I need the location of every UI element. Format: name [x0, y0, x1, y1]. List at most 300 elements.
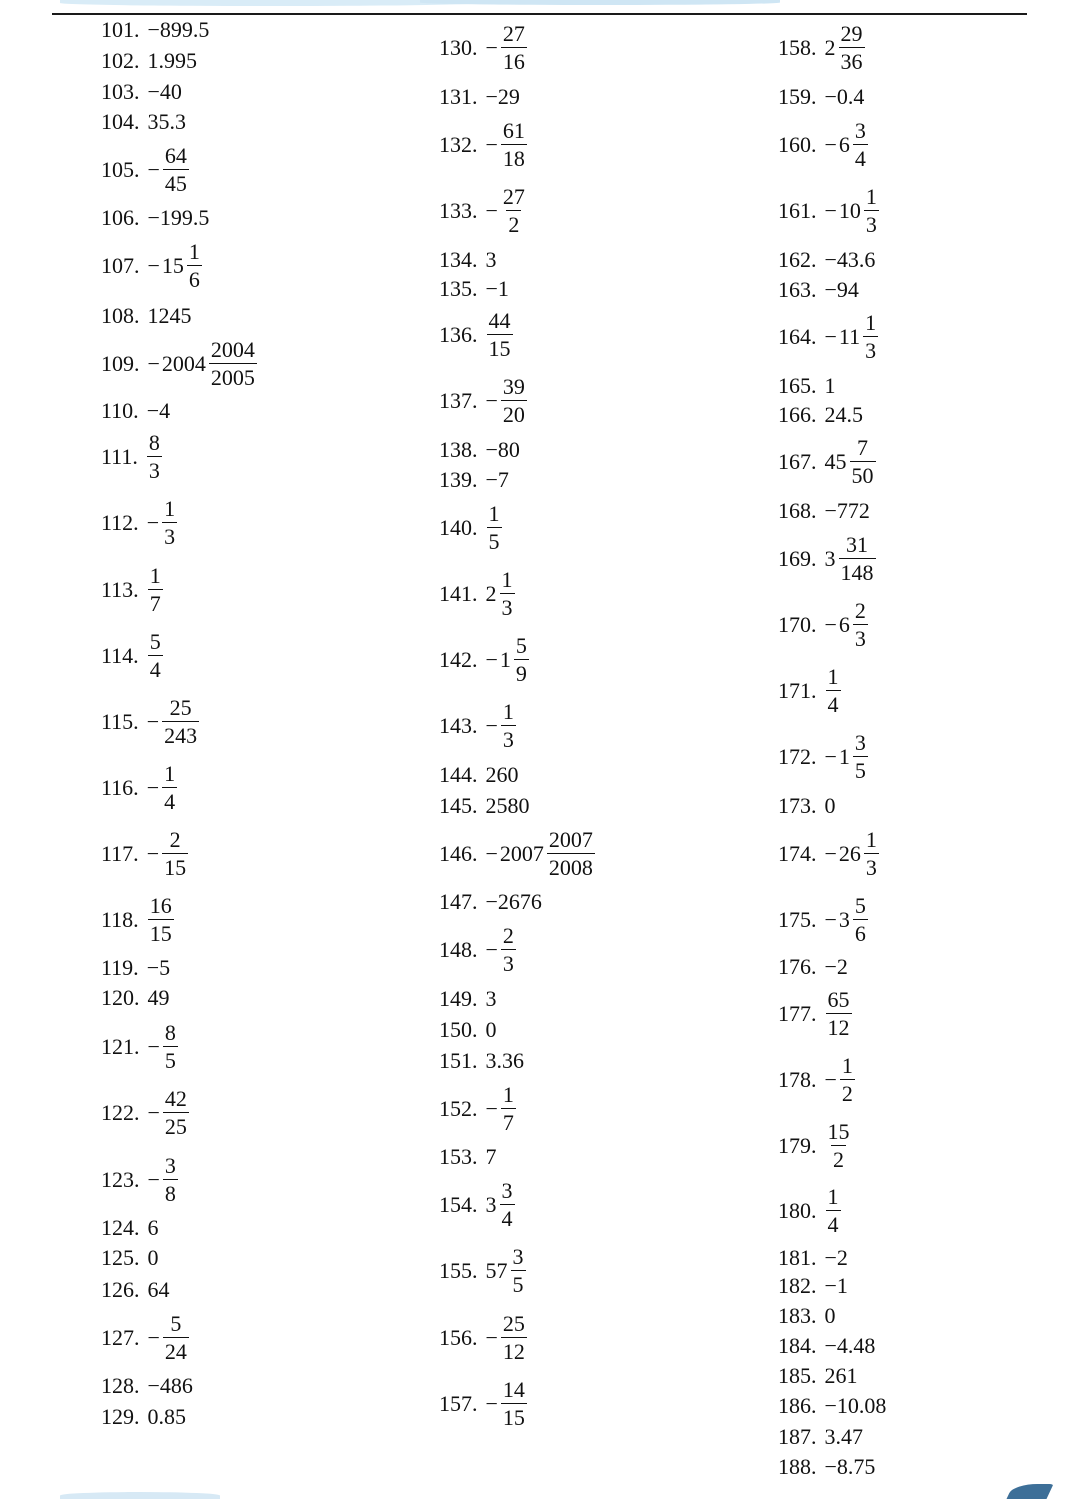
fraction	[209, 339, 257, 389]
answer-number: 166.	[778, 402, 817, 427]
answer-number: 161.	[778, 198, 817, 223]
denominator: 3	[502, 727, 514, 752]
answer-number: 117.	[101, 841, 139, 866]
answer-value: 64	[147, 1277, 170, 1302]
minus-sign: −	[824, 132, 837, 157]
denominator: 243	[164, 723, 198, 748]
answer-value: 261	[824, 1363, 858, 1388]
fraction	[863, 312, 878, 362]
answer-value: 0	[147, 1245, 159, 1270]
numerator: 64	[164, 143, 187, 168]
fraction	[500, 569, 515, 619]
answer-value: 260	[485, 762, 519, 787]
numerator: 1	[164, 761, 176, 786]
answer-value: 0	[824, 1303, 836, 1328]
numerator: 3	[854, 118, 866, 143]
answer-number: 152.	[439, 1096, 478, 1121]
minus-sign: −	[147, 1167, 160, 1192]
denominator: 3	[854, 626, 866, 651]
answer-value: 3	[485, 247, 497, 272]
denominator: 18	[502, 146, 525, 171]
fraction	[511, 1246, 526, 1296]
denominator: 4	[827, 692, 839, 717]
minus-sign: −	[147, 1325, 160, 1350]
bottom-decoration	[60, 1492, 220, 1499]
minus-sign: −	[147, 1034, 160, 1059]
fraction	[839, 23, 865, 73]
minus-sign: −	[147, 253, 160, 278]
numerator: 2	[854, 598, 866, 623]
answer-number: 108.	[101, 303, 140, 328]
answer-value: −7	[485, 467, 509, 492]
answer-value: 0	[485, 1017, 497, 1042]
denominator: 12	[827, 1015, 850, 1040]
numerator: 2	[502, 923, 514, 948]
fraction	[501, 376, 527, 426]
answer-value: −5	[146, 955, 171, 980]
numerator: 1	[827, 1184, 839, 1209]
fraction	[826, 666, 841, 716]
denominator: 4	[164, 789, 176, 814]
numerator: 1	[865, 184, 877, 209]
whole-part: 2	[485, 581, 497, 606]
answer-number: 178.	[778, 1067, 817, 1092]
numerator: 5	[170, 1311, 182, 1336]
numerator: 16	[149, 893, 172, 918]
answer-number: 184.	[778, 1333, 817, 1358]
answer-number: 167.	[778, 449, 817, 474]
numerator: 8	[164, 1020, 176, 1045]
fraction	[163, 1313, 189, 1363]
minus-sign: −	[485, 841, 498, 866]
answer-number: 137.	[439, 388, 478, 413]
answer-number: 105.	[101, 157, 140, 182]
answer-number: 146.	[439, 841, 478, 866]
denominator: 15	[149, 921, 172, 946]
denominator: 15	[164, 855, 187, 880]
minus-sign: −	[485, 1325, 498, 1350]
numerator: 14	[502, 1377, 525, 1402]
answer-value: 7	[485, 1144, 497, 1169]
answer-number: 119.	[101, 955, 139, 980]
answer-number: 144.	[439, 762, 478, 787]
answer-value: −94	[824, 277, 859, 302]
fraction	[501, 1084, 516, 1134]
answer-value: 1245	[147, 303, 192, 328]
whole-part: 3	[838, 907, 850, 932]
denominator: 4	[149, 657, 161, 682]
answer-number: 111.	[101, 444, 138, 469]
fraction	[501, 23, 527, 73]
minus-sign: −	[485, 35, 498, 60]
numerator: 3	[512, 1244, 524, 1269]
answer-number: 154.	[439, 1192, 478, 1217]
answer-number: 101.	[101, 17, 140, 42]
answer-number: 107.	[101, 253, 140, 278]
answer-number: 141.	[439, 581, 478, 606]
answer-value: 0	[824, 793, 836, 818]
top-decoration	[60, 0, 480, 6]
numerator: 65	[827, 987, 850, 1012]
fraction	[501, 186, 527, 236]
numerator: 39	[502, 374, 525, 399]
answer-number: 187.	[778, 1424, 817, 1449]
whole-part: 2007	[499, 841, 544, 866]
numerator: 15	[827, 1119, 850, 1144]
answer-value: −10.08	[824, 1393, 887, 1418]
minus-sign: −	[146, 775, 160, 800]
denominator: 6	[854, 921, 866, 946]
fraction	[501, 701, 516, 751]
fraction	[826, 989, 852, 1039]
fraction	[487, 310, 513, 360]
numerator: 1	[501, 567, 513, 592]
answer-number: 102.	[101, 48, 140, 73]
answer-number: 156.	[439, 1325, 478, 1350]
fraction	[163, 145, 189, 195]
answer-number: 155.	[439, 1258, 478, 1283]
answer-value: −0.4	[824, 84, 865, 109]
answer-number: 175.	[778, 907, 817, 932]
whole-part: 1	[499, 647, 511, 672]
fraction	[500, 1180, 515, 1230]
answer-value: 24.5	[824, 402, 863, 427]
answer-number: 134.	[439, 247, 478, 272]
denominator: 3	[148, 458, 160, 483]
denominator: 2005	[210, 365, 255, 390]
fraction	[839, 534, 876, 584]
answer-value: 3.47	[824, 1424, 863, 1449]
fraction	[514, 635, 529, 685]
fraction	[840, 1055, 855, 1105]
fraction	[163, 1022, 178, 1072]
denominator: 50	[851, 463, 874, 488]
minus-sign: −	[485, 132, 498, 157]
header-rule	[52, 13, 1027, 15]
denominator: 3	[164, 524, 176, 549]
numerator: 25	[502, 1311, 525, 1336]
fraction	[501, 1313, 527, 1363]
answer-number: 131.	[439, 84, 478, 109]
answer-number: 173.	[778, 793, 817, 818]
answer-number: 150.	[439, 1017, 478, 1042]
answer-number: 110.	[101, 398, 139, 423]
answer-number: 126.	[101, 1277, 140, 1302]
answer-value: 3	[485, 986, 497, 1011]
numerator: 5	[515, 633, 527, 658]
whole-part: 15	[161, 253, 184, 278]
numerator: 3	[501, 1178, 513, 1203]
minus-sign: −	[485, 937, 498, 962]
answer-number: 130.	[439, 35, 478, 60]
answer-value: −1	[485, 276, 509, 301]
answer-number: 122.	[101, 1100, 140, 1125]
answer-value: −899.5	[147, 17, 210, 42]
answer-number: 116.	[101, 775, 139, 800]
minus-sign: −	[824, 198, 837, 223]
denominator: 5	[488, 529, 500, 554]
minus-sign: −	[147, 351, 160, 376]
minus-sign: −	[147, 157, 160, 182]
minus-sign: −	[824, 612, 837, 637]
answer-value: −29	[485, 84, 520, 109]
numerator: 7	[857, 435, 868, 460]
numerator: 1	[164, 496, 176, 521]
fraction	[148, 631, 163, 681]
minus-sign: −	[485, 388, 498, 413]
whole-part: 45	[824, 449, 847, 474]
denominator: 12	[502, 1339, 525, 1364]
answer-value: −2	[824, 954, 848, 979]
fraction	[826, 1121, 852, 1171]
minus-sign: −	[147, 1100, 160, 1125]
answer-value: −43.6	[824, 247, 876, 272]
answer-number: 159.	[778, 84, 817, 109]
answer-number: 188.	[778, 1454, 817, 1479]
answer-number: 124.	[101, 1215, 140, 1240]
fraction	[162, 697, 199, 747]
denominator: 25	[164, 1114, 187, 1139]
answer-number: 106.	[101, 205, 140, 230]
minus-sign: −	[146, 841, 160, 866]
numerator: 1	[841, 1053, 853, 1078]
answer-number: 172.	[778, 744, 817, 769]
answer-number: 135.	[439, 276, 478, 301]
minus-sign: −	[824, 841, 837, 866]
answer-number: 132.	[439, 132, 478, 157]
fraction	[853, 600, 868, 650]
numerator: 1	[865, 310, 877, 335]
fraction	[547, 829, 595, 879]
answer-number: 103.	[101, 79, 140, 104]
minus-sign: −	[824, 744, 837, 769]
whole-part: 2004	[161, 351, 206, 376]
denominator: 8	[164, 1181, 176, 1206]
answer-number: 168.	[778, 498, 817, 523]
answer-number: 174.	[778, 841, 817, 866]
denominator: 148	[840, 560, 874, 585]
fraction	[162, 498, 177, 548]
answer-number: 147.	[439, 889, 478, 914]
minus-sign: −	[485, 1096, 498, 1121]
answer-number: 142.	[439, 647, 478, 672]
answer-value: −4.48	[824, 1333, 876, 1358]
answer-number: 181.	[778, 1245, 817, 1270]
answer-number: 149.	[439, 986, 478, 1011]
minus-sign: −	[824, 907, 837, 932]
answer-number: 136.	[439, 322, 478, 347]
answer-number: 165.	[778, 373, 817, 398]
numerator: 5	[149, 629, 161, 654]
denominator: 2	[833, 1147, 844, 1172]
fraction	[853, 895, 868, 945]
answer-number: 182.	[778, 1273, 817, 1298]
fraction	[162, 763, 177, 813]
numerator: 25	[169, 695, 192, 720]
answer-number: 169.	[778, 546, 817, 571]
minus-sign: −	[146, 510, 160, 535]
answer-value: −4	[146, 398, 171, 423]
fraction	[826, 1186, 841, 1236]
answer-value: 1.995	[147, 48, 197, 73]
denominator: 7	[149, 591, 161, 616]
denominator: 4	[854, 146, 866, 171]
answer-number: 176.	[778, 954, 817, 979]
answer-number: 139.	[439, 467, 478, 492]
answer-number: 160.	[778, 132, 817, 157]
answer-number: 170.	[778, 612, 817, 637]
answer-number: 138.	[439, 437, 478, 462]
denominator: 2008	[548, 855, 593, 880]
denominator: 4	[827, 1212, 839, 1237]
answer-value: 35.3	[147, 109, 186, 134]
minus-sign: −	[485, 647, 498, 672]
fraction	[864, 829, 879, 879]
whole-part: 3	[824, 546, 836, 571]
answer-number: 151.	[439, 1048, 478, 1073]
whole-part: 6	[838, 132, 850, 157]
denominator: 20	[502, 402, 525, 427]
answer-value: 1	[824, 373, 836, 398]
answer-number: 112.	[101, 510, 139, 535]
answer-number: 133.	[439, 198, 478, 223]
answer-value: −2676	[485, 889, 542, 914]
answer-number: 143.	[439, 713, 478, 738]
answer-value: 0.85	[147, 1404, 186, 1429]
answer-number: 118.	[101, 907, 139, 932]
denominator: 3	[865, 338, 877, 363]
answer-number: 148.	[439, 937, 478, 962]
answer-value: −8.75	[824, 1454, 876, 1479]
answer-number: 140.	[439, 515, 478, 540]
answer-number: 109.	[101, 351, 140, 376]
answer-number: 177.	[778, 1001, 817, 1026]
answer-number: 158.	[778, 35, 817, 60]
numerator: 3	[854, 730, 866, 755]
answer-value: −1	[824, 1273, 848, 1298]
answer-number: 125.	[101, 1245, 140, 1270]
whole-part: 26	[838, 841, 861, 866]
answer-value: 2580	[485, 793, 530, 818]
answer-number: 104.	[101, 109, 140, 134]
whole-part: 57	[485, 1258, 508, 1283]
numerator: 42	[164, 1086, 187, 1111]
answer-value: −80	[485, 437, 520, 462]
minus-sign: −	[485, 1391, 498, 1416]
answer-number: 128.	[101, 1373, 140, 1398]
answer-number: 164.	[778, 324, 817, 349]
denominator: 9	[515, 661, 527, 686]
minus-sign: −	[485, 198, 498, 223]
numerator: 2007	[548, 827, 593, 852]
denominator: 3	[501, 595, 513, 620]
numerator: 1	[188, 239, 200, 264]
numerator: 2004	[210, 337, 255, 362]
denominator: 5	[512, 1272, 524, 1297]
fraction	[187, 241, 202, 291]
numerator: 1	[865, 827, 877, 852]
numerator: 3	[164, 1153, 176, 1178]
fraction	[853, 120, 868, 170]
answer-value: −199.5	[147, 205, 210, 230]
numerator: 61	[502, 118, 525, 143]
answer-value: 6	[147, 1215, 159, 1240]
denominator: 3	[865, 855, 877, 880]
answer-number: 183.	[778, 1303, 817, 1328]
fraction	[501, 120, 527, 170]
denominator: 3	[502, 951, 514, 976]
denominator: 7	[502, 1110, 514, 1135]
whole-part: 10	[838, 198, 861, 223]
denominator: 2	[508, 212, 520, 237]
denominator: 4	[501, 1206, 513, 1231]
answer-value: −486	[147, 1373, 193, 1398]
answer-value: −40	[147, 79, 182, 104]
minus-sign: −	[485, 713, 498, 738]
numerator: 2	[169, 827, 181, 852]
minus-sign: −	[824, 1067, 837, 1092]
numerator: 1	[488, 501, 500, 526]
fraction	[501, 1379, 527, 1429]
top-decoration-right	[420, 0, 780, 5]
fraction	[148, 895, 174, 945]
numerator: 1	[149, 563, 161, 588]
answer-value: −772	[824, 498, 870, 523]
answer-value: −2	[824, 1245, 848, 1270]
answer-number: 153.	[439, 1144, 478, 1169]
denominator: 16	[502, 49, 525, 74]
answer-number: 162.	[778, 247, 817, 272]
answer-number: 157.	[439, 1391, 478, 1416]
denominator: 45	[164, 171, 187, 196]
answer-number: 179.	[778, 1133, 817, 1158]
denominator: 36	[840, 49, 863, 74]
numerator: 44	[488, 308, 511, 333]
answer-number: 120.	[101, 985, 140, 1010]
fraction	[163, 1155, 178, 1205]
fraction	[148, 565, 163, 615]
fraction	[850, 437, 876, 487]
numerator: 1	[827, 664, 839, 689]
whole-part: 11	[838, 324, 861, 349]
fraction	[163, 1088, 189, 1138]
numerator: 27	[502, 21, 525, 46]
answer-number: 115.	[101, 709, 139, 734]
denominator: 15	[502, 1405, 525, 1430]
whole-part: 1	[838, 744, 850, 769]
answer-number: 113.	[101, 577, 139, 602]
page-corner-mark	[1007, 1484, 1054, 1499]
numerator: 5	[854, 893, 866, 918]
answer-value: 49	[147, 985, 170, 1010]
numerator: 1	[502, 1082, 514, 1107]
minus-sign: −	[824, 324, 837, 349]
answer-number: 121.	[101, 1034, 140, 1059]
answer-number: 114.	[101, 643, 139, 668]
numerator: 29	[840, 21, 863, 46]
answer-number: 127.	[101, 1325, 140, 1350]
denominator: 15	[488, 336, 511, 361]
answer-number: 129.	[101, 1404, 140, 1429]
answer-number: 180.	[778, 1198, 817, 1223]
numerator: 31	[846, 532, 868, 557]
answer-number: 145.	[439, 793, 478, 818]
fraction	[853, 732, 868, 782]
answer-value: 3.36	[485, 1048, 524, 1073]
answer-number: 171.	[778, 678, 817, 703]
answer-number: 185.	[778, 1363, 817, 1388]
minus-sign: −	[146, 709, 160, 734]
